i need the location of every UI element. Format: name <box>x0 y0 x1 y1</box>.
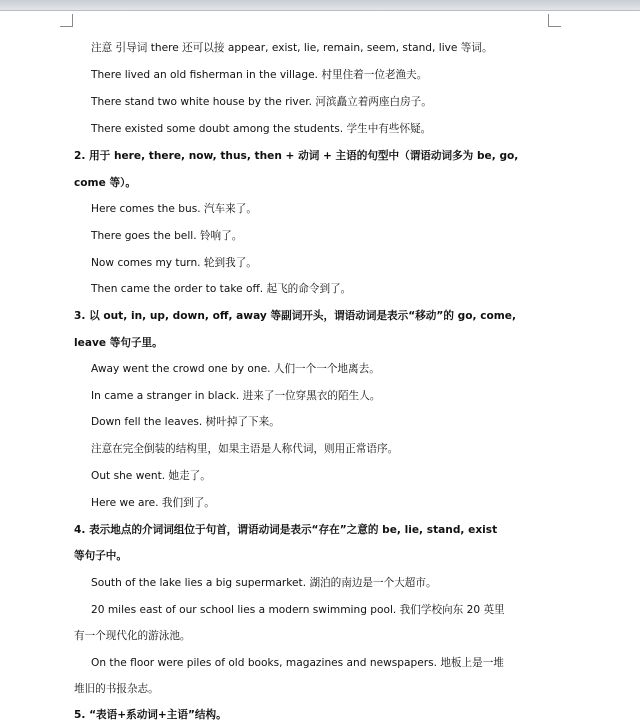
body-text-line: Now comes my turn. 轮到我了。 <box>91 257 257 269</box>
body-text-line: There lived an old fisherman in the village. 村里住着一位老渔夫。 <box>91 69 428 81</box>
body-text-line: Away went the crowd one by one. 人们一个一个地离去。 <box>91 363 380 375</box>
body-text-line: 20 miles east of our school lies a modern swimming pool. 我们学校向东 20 英里 <box>91 604 505 616</box>
body-text-line: 注意在完全倒装的结构里，如果主语是人称代词，则用正常语序。 <box>91 443 399 455</box>
body-text-line: Out she went. 她走了。 <box>91 470 211 482</box>
section-heading-line: 4. 表示地点的介词词组位于句首，谓语动词是表示“存在”之意的 be, lie, stand, exist <box>74 524 498 536</box>
section-heading-line: come 等）。 <box>74 177 136 189</box>
body-text-line: Here we are. 我们到了。 <box>91 497 215 509</box>
section-heading-line: 2. 用于 here, there, now, thus, then + 动词 + 主语的句型中（谓语动词多为 be, go, <box>74 150 519 162</box>
body-text-line: In came a stranger in black. 进来了一位穿黑衣的陌生人。 <box>91 390 381 402</box>
section-heading-line: 3. 以 out, in, up, down, off, away 等副词开头，谓语动词是表示“移动”的 go, come, <box>74 310 517 322</box>
section-heading-line: 等句子中。 <box>74 550 127 562</box>
section-heading-line: 5. “表语+系动词+主语”结构。 <box>74 709 227 721</box>
body-text-line: South of the lake lies a big supermarket. 湖泊的南边是一个大超市。 <box>91 577 437 589</box>
body-text-line: Down fell the leaves. 树叶掉了下来。 <box>91 416 280 428</box>
body-text-line: On the floor were piles of old books, magazines and newspapers. 地板上是一堆 <box>91 657 504 669</box>
body-text-line: Here comes the bus. 汽车来了。 <box>91 203 257 215</box>
body-text-line: 堆旧的书报杂志。 <box>74 683 159 695</box>
body-text-line: 注意 引导词 there 还可以接 appear, exist, lie, remain, seem, stand, live 等词。 <box>91 42 493 54</box>
body-text-line: There existed some doubt among the students. 学生中有些怀疑。 <box>91 123 432 135</box>
body-text-line: 有一个现代化的游泳池。 <box>74 630 191 642</box>
body-text-line: Then came the order to take off. 起飞的命令到了。 <box>91 283 352 295</box>
body-text-line: There stand two white house by the river. 河滨矗立着两座白房子。 <box>91 96 432 108</box>
section-heading-line: leave 等句子里。 <box>74 337 163 349</box>
body-text-line: There goes the bell. 铃响了。 <box>91 230 243 242</box>
